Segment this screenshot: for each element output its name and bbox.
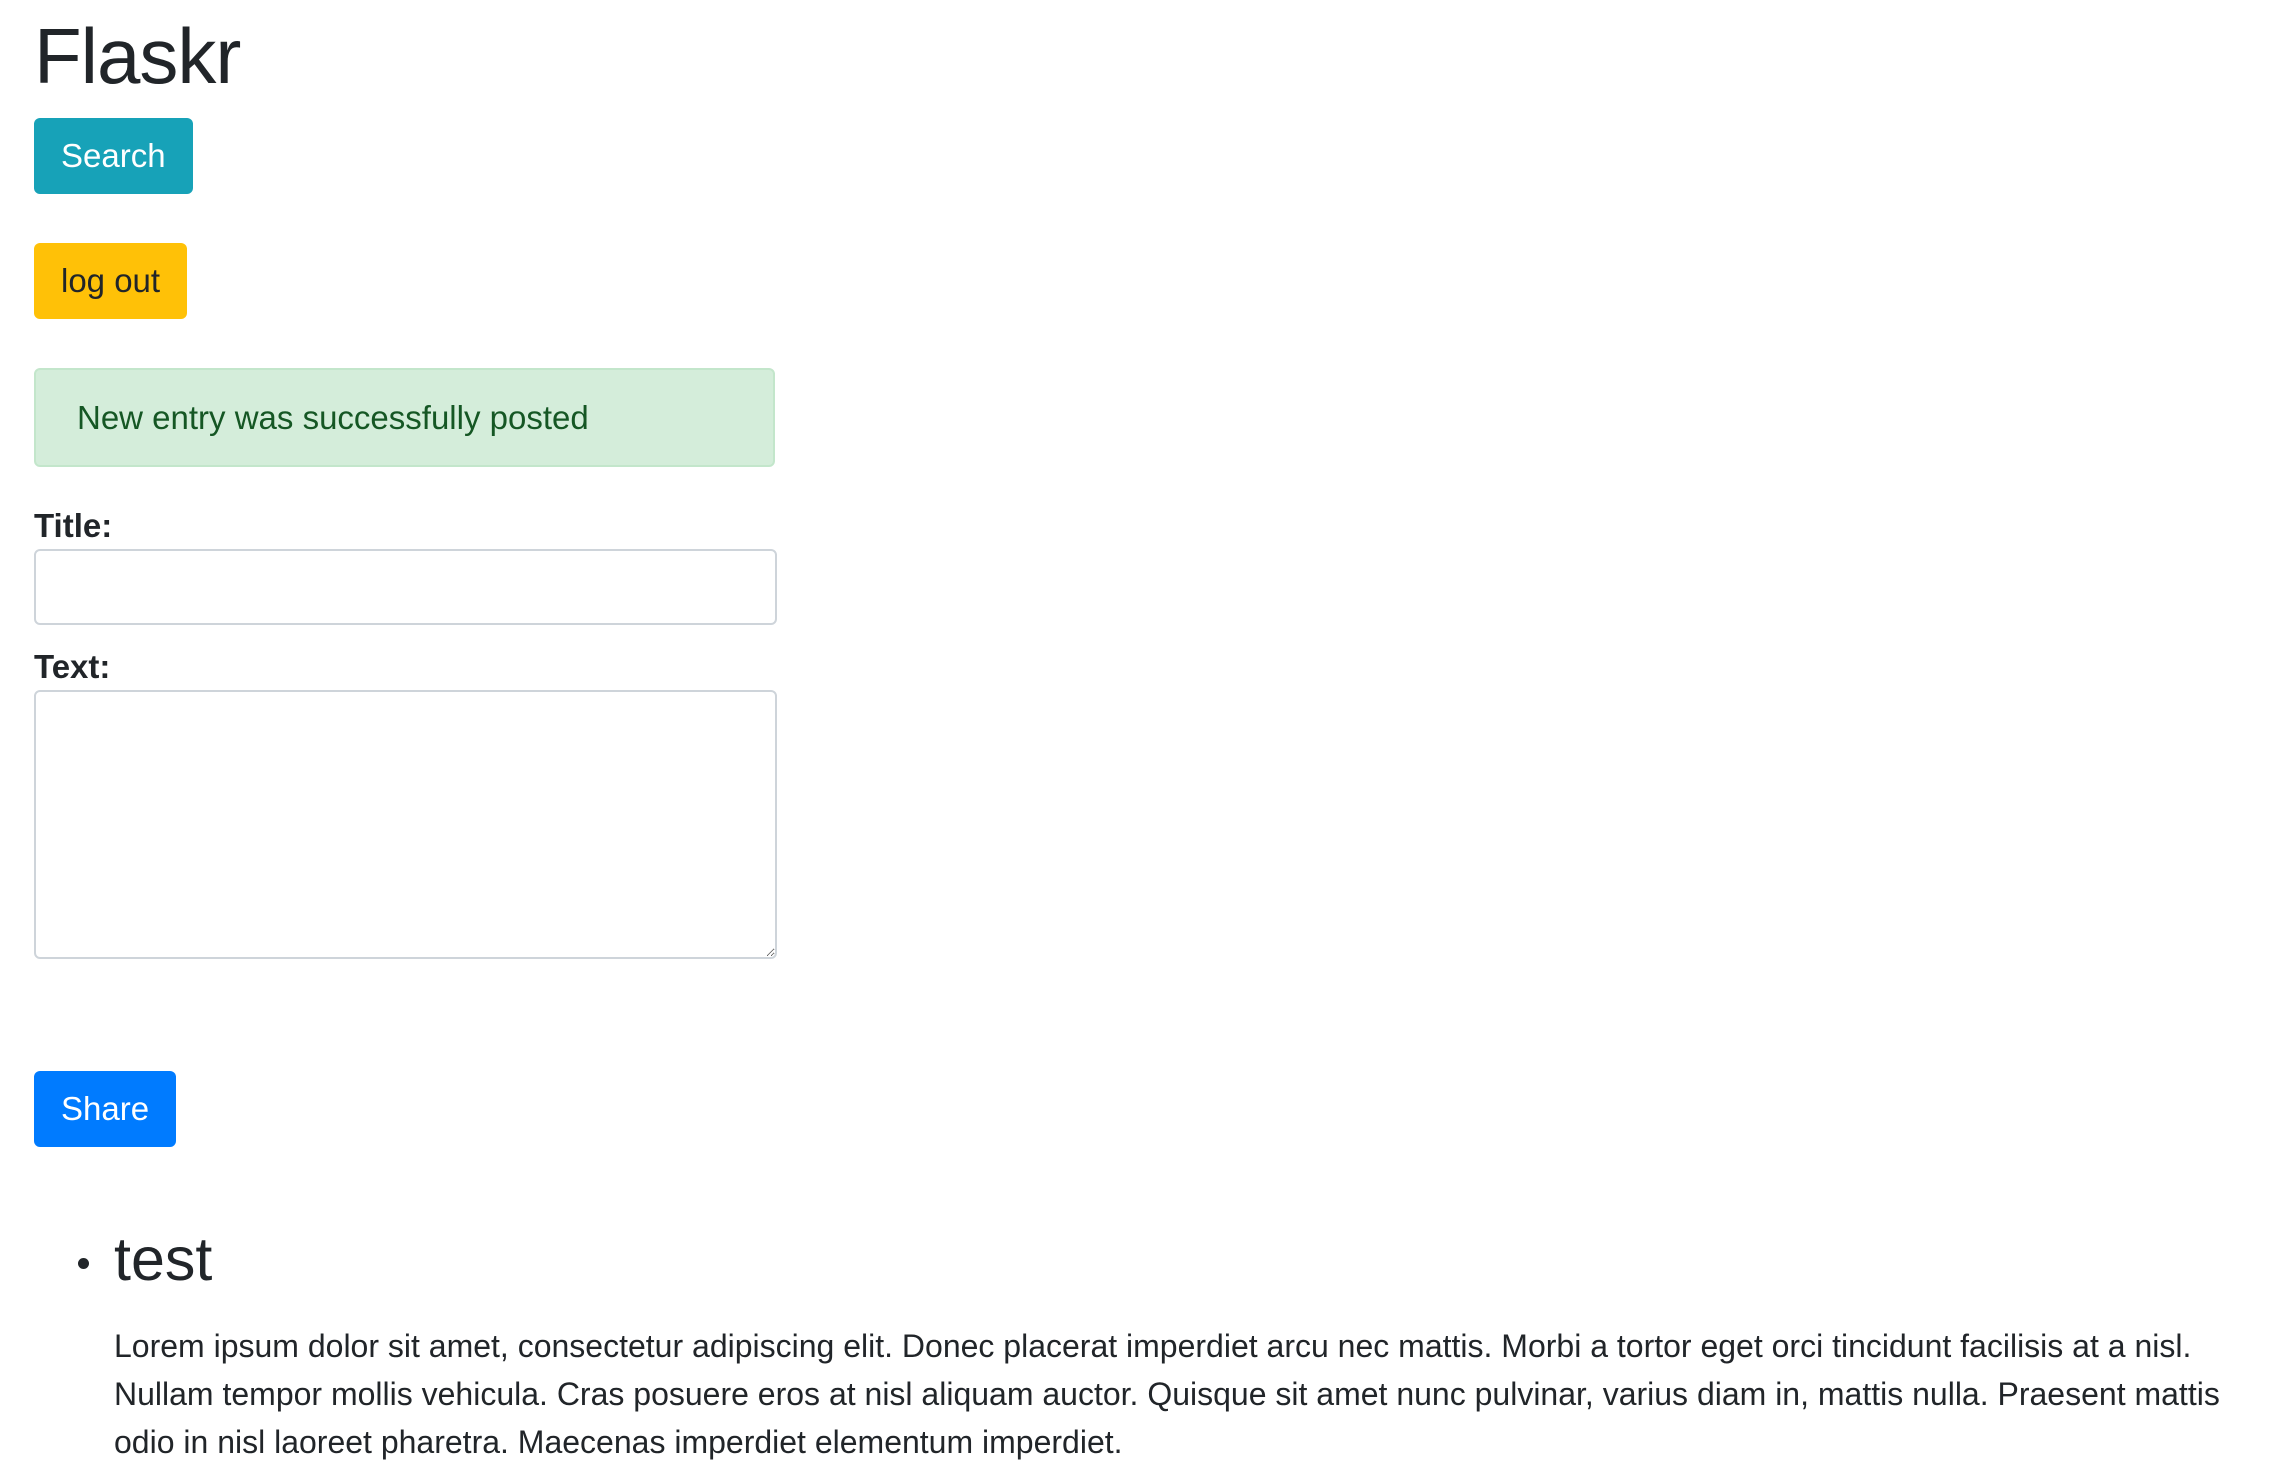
success-alert: New entry was successfully posted <box>34 368 775 467</box>
text-label: Text: <box>34 648 111 685</box>
entry-text: Lorem ipsum dolor sit amet, consectetur adipiscing elit. Donec placerat imperdiet arcu nec mattis. Morbi a tortor eget orci tincidunt facilisis at a nisl. Nullam tempor mollis vehicula. Cras posuere eros at nisl aliquam auctor. Quisque sit amet nunc pulvinar, varius diam in, mattis nulla. Praesent mattis odio in nisl laoreet pharetra. Maecenas imperdiet elementum imperdiet. <box>114 1328 2220 1460</box>
share-button[interactable]: Share <box>34 1071 176 1147</box>
text-textarea[interactable] <box>34 690 777 959</box>
search-button[interactable]: Search <box>34 118 193 194</box>
title-label: Title: <box>34 507 113 544</box>
page-title: Flaskr <box>34 12 241 100</box>
bullet-icon <box>78 1258 89 1269</box>
logout-button[interactable]: log out <box>34 243 187 319</box>
entry-title: test <box>114 1225 213 1293</box>
title-input[interactable] <box>34 549 777 625</box>
